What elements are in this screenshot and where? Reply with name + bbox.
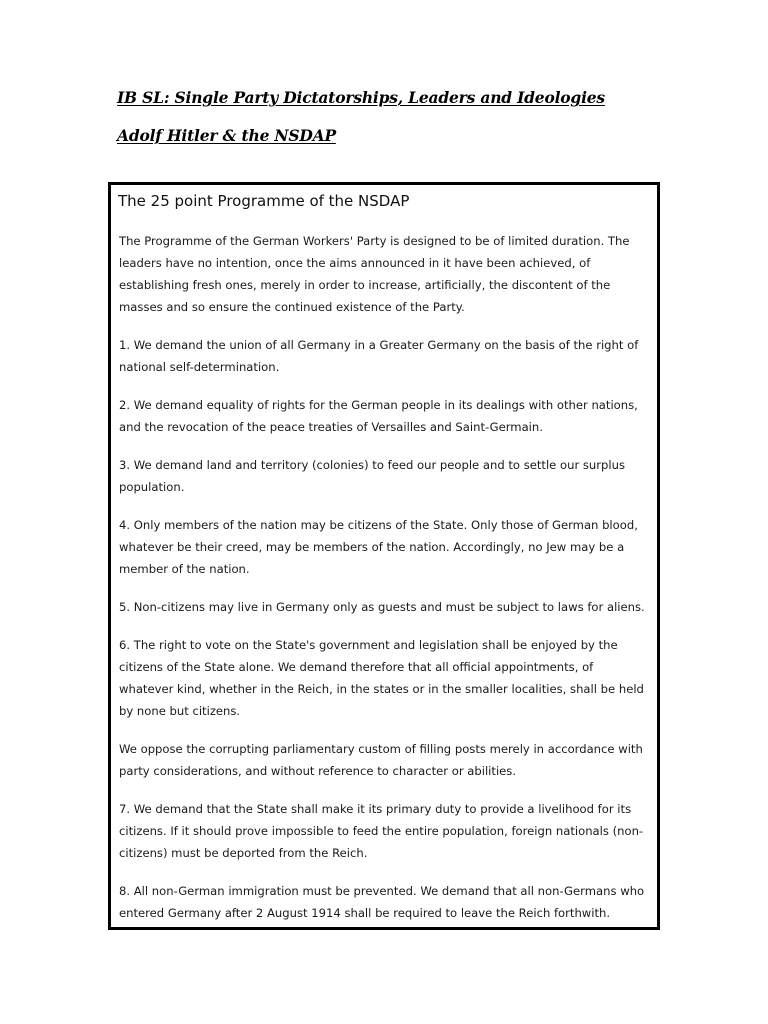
programme-point-4: 4. Only members of the nation may be citizens of the State. Only those of German blood, whatever be their creed, may be members of the nation. Accordingly, no Jew may be a member of the nation. [119,518,638,576]
programme-intro-paragraph: The Programme of the German Workers' Party is designed to be of limited duration. The leaders have no intention, once the aims announced in it have been achieved, of establishing fresh ones, merely in order to increase, artificially, the discontent of the masses and so ensure the continued existence of the Party. [119,234,630,314]
programme-point-7: 7. We demand that the State shall make it its primary duty to provide a livelihood for its citizens. If it should prove impossible to feed the entire population, foreign nationals (non-citizens) must be deported from the Reich. [119,802,644,860]
programme-point-6-continued: We oppose the corrupting parliamentary custom of filling posts merely in accordance with party considerations, and without reference to character or abilities. [119,742,643,778]
programme-point-8: 8. All non-German immigration must be prevented. We demand that all non-Germans who entered Germany after 2 August 1914 shall be required to leave the Reich forthwith. [119,884,645,920]
programme-title: The 25 point Programme of the NSDAP [118,192,410,210]
programme-body [119,230,651,940]
document-heading-course: IB SL: Single Party Dictatorships, Leaders and Ideologies [117,88,605,107]
programme-point-3: 3. We demand land and territory (colonies) to feed our people and to settle our surplus population. [119,458,626,494]
programme-point-1: 1. We demand the union of all Germany in a Greater Germany on the basis of the right of national self-determination. [119,338,639,374]
document-heading-topic: Adolf Hitler & the NSDAP [117,126,336,145]
programme-box [108,182,660,930]
programme-point-6: 6. The right to vote on the State's government and legislation shall be enjoyed by the citizens of the State alone. We demand therefore that all official appointments, of whatever kind, whether in the Reich, in the states or in the smaller localities, shall be held by none but citizens. [119,638,644,718]
programme-point-5: 5. Non-citizens may live in Germany only as guests and must be subject to laws for aliens. [119,600,645,614]
programme-point-2: 2. We demand equality of rights for the German people in its dealings with other nations, and the revocation of the peace treaties of Versailles and Saint-Germain. [119,398,638,434]
